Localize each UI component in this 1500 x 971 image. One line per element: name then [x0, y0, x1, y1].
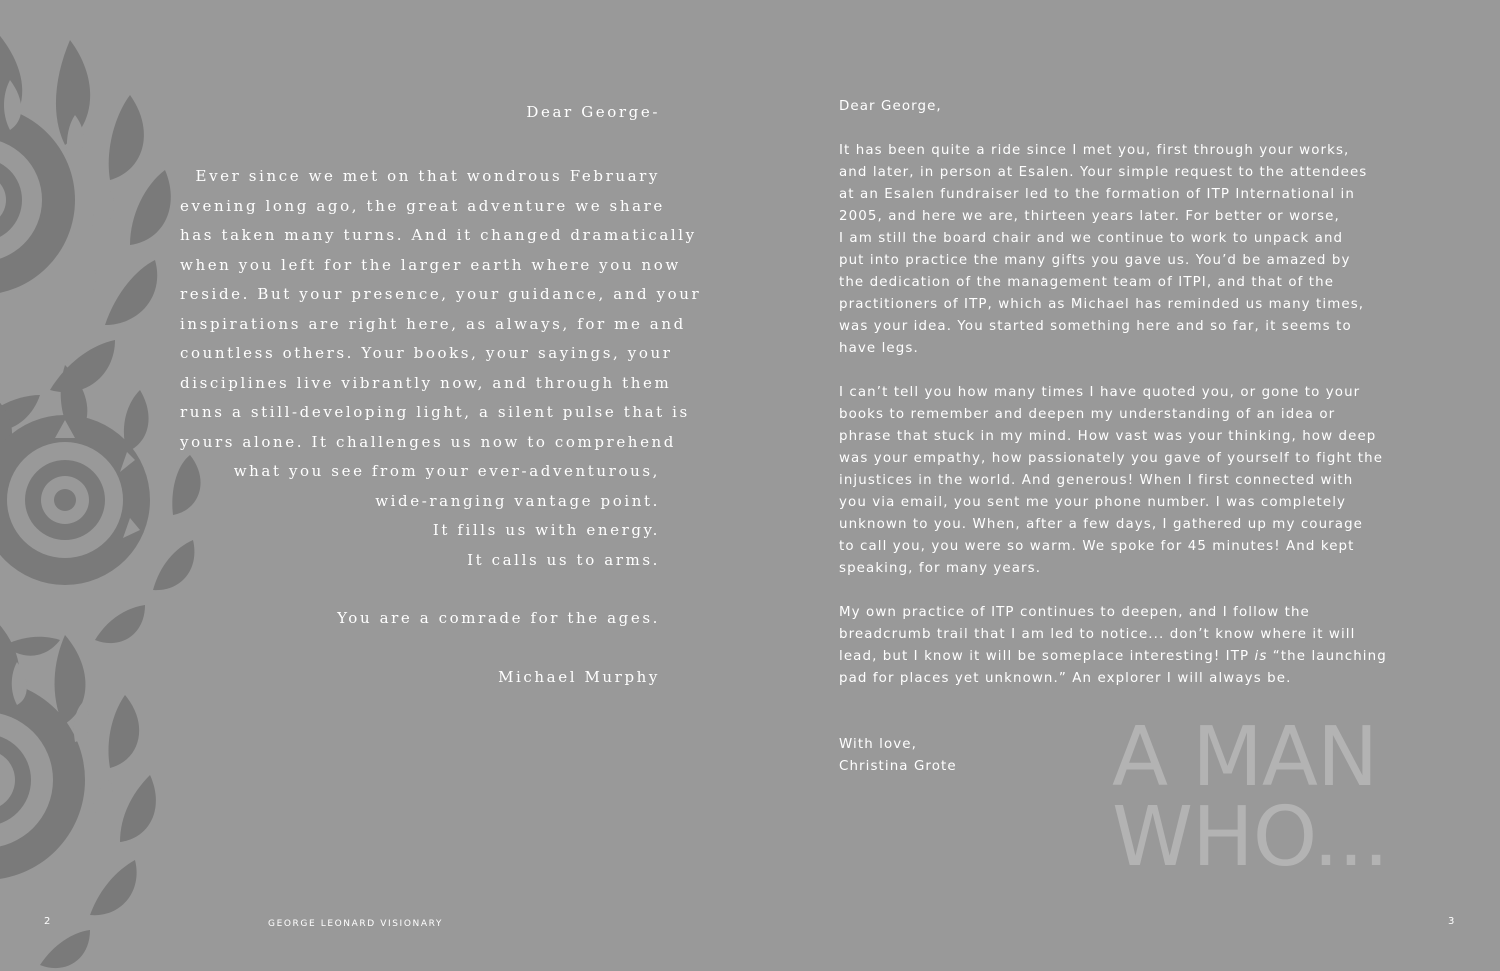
- right-body-line: My own practice of ITP continues to deepen, and I follow the: [839, 605, 1310, 620]
- left-body-line: yours alone. It challenges us now to comprehend: [180, 432, 677, 451]
- right-body-text: lead, but I know it will be someplace interesting! ITP: [839, 649, 1255, 664]
- left-body-line: It calls us to arms.: [467, 550, 660, 569]
- right-body-line: was your idea. You started something here and so far, it seems to: [839, 319, 1352, 334]
- right-body-line: phrase that stuck in my mind. How vast was your thinking, how deep: [839, 429, 1377, 444]
- right-body-line: books to remember and deepen my understanding of an idea or: [839, 407, 1336, 422]
- watermark-title: [1112, 710, 1389, 885]
- watermark-line: WHO...: [1112, 790, 1389, 885]
- watermark-line: A MAN: [1112, 710, 1378, 805]
- right-body-line: the dedication of the management team of ITPI, and that of the: [839, 275, 1335, 290]
- left-letter: [180, 100, 702, 692]
- left-body-line: when you left for the larger earth where you now: [180, 255, 681, 274]
- right-body-line: unknown to you. When, after a few days, I gathered up my courage: [839, 517, 1364, 532]
- left-body-line: It fills us with energy.: [432, 521, 660, 539]
- right-body-line: practitioners of ITP, which as Michael has reminded us many times,: [839, 297, 1365, 312]
- right-body-line: It has been quite a ride since I met you, first through your works,: [839, 143, 1350, 158]
- left-body-line: countless others. Your books, your sayings, your: [180, 344, 673, 362]
- left-signature: Michael Murphy: [498, 667, 660, 686]
- left-body-line: disciplines live vibrantly now, and through them: [180, 373, 672, 392]
- right-greeting: Dear George,: [839, 99, 942, 114]
- running-title: GEORGE LEONARD VISIONARY: [268, 919, 443, 929]
- right-signature: Christina Grote: [839, 759, 957, 774]
- left-closing: You are a comrade for the ages.: [337, 609, 660, 627]
- page-number-right: 3: [1448, 916, 1455, 927]
- right-letter: [839, 96, 1387, 778]
- right-body-line: at an Esalen fundraiser led to the formation of ITP International in: [839, 187, 1355, 202]
- left-body-line: runs a still-developing light, a silent pulse that is: [180, 403, 690, 421]
- left-greeting: Dear George-: [526, 103, 660, 121]
- right-body-line: was your empathy, how passionately you gave of yourself to fight the: [839, 451, 1384, 466]
- emphasis-is: is: [1254, 649, 1268, 664]
- left-body-line: has taken many turns. And it changed dramatically: [180, 226, 697, 244]
- right-body-line: injustices in the world. And generous! When I first connected with: [839, 473, 1354, 488]
- left-body-line: Ever since we met on that wondrous February: [195, 167, 660, 185]
- left-body-line: what you see from your ever-adventurous,: [233, 462, 660, 480]
- right-closing: With love,: [839, 737, 917, 752]
- right-body-line: and later, in person at Esalen. Your simple request to the attendees: [839, 165, 1368, 180]
- right-body-text: “the launching: [1267, 649, 1387, 664]
- right-body-line: I can’t tell you how many times I have quoted you, or gone to your: [839, 385, 1361, 400]
- left-body-line: inspirations are right here, as always, for me and: [180, 314, 686, 333]
- right-paragraph-2: [839, 382, 1384, 580]
- right-body-line: you via email, you sent me your phone number. I was completely: [839, 495, 1347, 510]
- right-paragraph-3: [839, 602, 1387, 690]
- right-body-line: [839, 646, 1387, 668]
- right-body-line: put into practice the many gifts you gave us. You’d be amazed by: [839, 253, 1351, 268]
- right-body-line: I am still the board chair and we continue to work to unpack and: [839, 231, 1344, 246]
- right-body-line: have legs.: [839, 341, 919, 356]
- right-paragraph-1: [839, 140, 1379, 360]
- right-body-line: 2005, and here we are, thirteen years later. For better or worse,: [839, 209, 1340, 224]
- left-body: [180, 162, 702, 575]
- right-body-line: speaking, for many years.: [839, 561, 1042, 576]
- left-body-line: wide-ranging vantage point.: [375, 491, 660, 510]
- right-body-line: breadcrumb trail that I am led to notice... don’t know where it will: [839, 627, 1356, 642]
- left-body-line: reside. But your presence, your guidance, and your: [180, 285, 702, 303]
- left-body-line: evening long ago, the great adventure we share: [180, 196, 665, 215]
- page-number-left: 2: [44, 916, 51, 927]
- right-body-line: to call you, you were so warm. We spoke for 45 minutes! And kept: [839, 539, 1355, 554]
- right-body-line: pad for places yet unknown.” An explorer I will always be.: [839, 671, 1292, 686]
